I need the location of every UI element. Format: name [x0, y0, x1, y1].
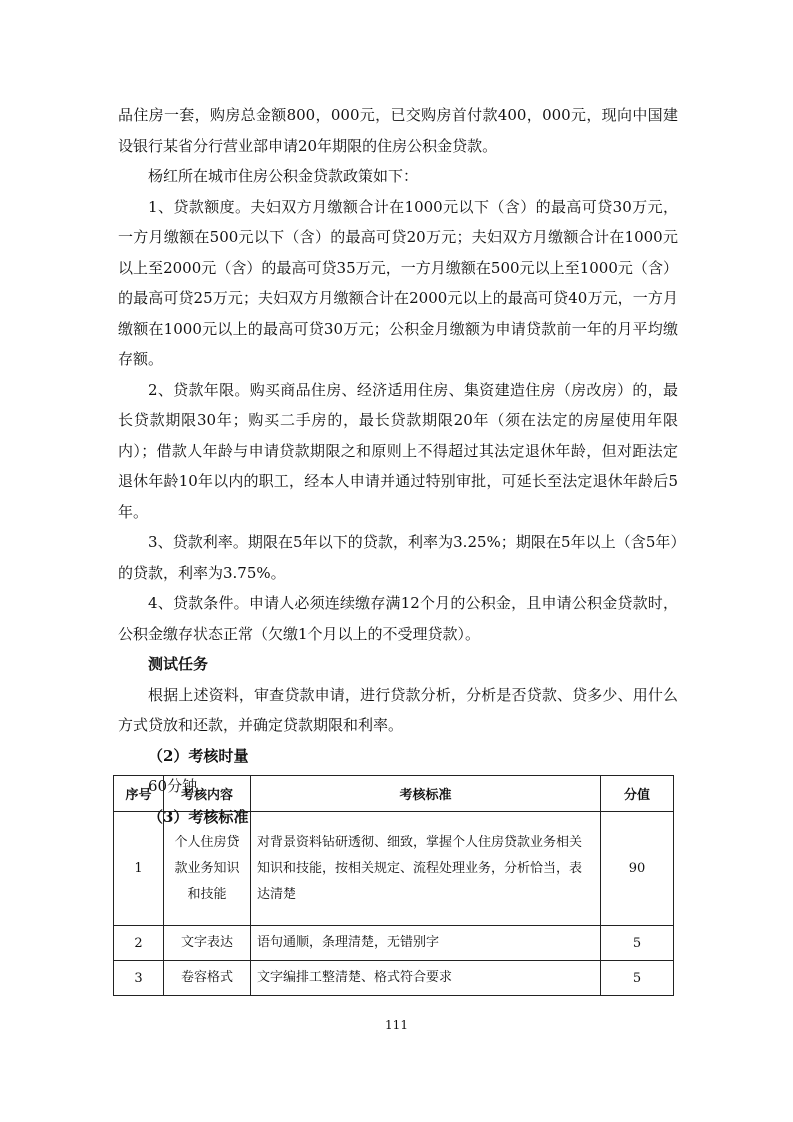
table-row	[114, 926, 674, 961]
cell-item: 卷容格式	[164, 961, 251, 996]
cell-score: 90	[601, 812, 674, 926]
task-text: 根据上述资料，审查贷款申请，进行贷款分析，分析是否贷款、贷多少、用什么方式贷放和还款，并确定贷款期限和利率。	[118, 685, 678, 734]
time-value: 60分钟	[148, 777, 198, 795]
body-text	[118, 100, 678, 832]
col-header-item: 考核内容	[164, 776, 251, 812]
cell-score: 5	[601, 961, 674, 996]
paragraph-policy-intro: 杨红所在城市住房公积金贷款政策如下：	[148, 167, 419, 185]
cell-no: 1	[114, 812, 164, 926]
table-row	[114, 961, 674, 996]
paragraph-loan-term: 2、贷款年限。购买商品住房、经济适用住房、集资建造住房（房改房）的，最长贷款期限30年；购买二手房的，最长贷款期限20年（须在法定的房屋使用年限内）；借款人年龄与申请贷款期限之和原则上不得超过其法定退休年龄，但对距法定退休年龄10年以内的职工，经本人申请并通过特别审批，可延长至法定退休年龄后5年。	[118, 380, 678, 521]
table-row	[114, 812, 674, 926]
cell-criteria: 文字编排工整清楚、格式符合要求	[251, 961, 601, 996]
standard-heading: （3）考核标准	[148, 807, 249, 826]
cell-item: 个人住房贷款业务知识和技能	[164, 812, 251, 926]
table-header-row	[114, 776, 674, 812]
paragraph-loan-amount: 1、贷款额度。夫妇双方月缴额合计在1000元以下（含）的最高可贷30万元，一方月缴额在500元以下（含）的最高可贷20万元；夫妇双方月缴额合计在1000元以上至2000元（含）的最高可贷35万元，一方月缴额在500元以上至1000元（含）的最高可贷25万元；夫妇双方月缴额合计在2000元以上的最高可贷40万元，一方月缴额在1000元以上的最高可贷30万元；公积金月缴额为申请贷款前一年的月平均缴存额。	[118, 197, 678, 368]
page-number: 111	[385, 1018, 408, 1032]
assessment-table	[113, 775, 674, 996]
cell-criteria: 对背景资料钻研透彻、细致，掌握个人住房贷款业务相关知识和技能，按相关规定、流程处理业务，分析恰当，表达清楚	[251, 812, 601, 926]
col-header-score: 分值	[601, 776, 674, 812]
task-heading: 测试任务	[148, 655, 209, 673]
cell-item: 文字表达	[164, 926, 251, 961]
paragraph-loan-conditions: 4、贷款条件。申请人必须连续缴存满12个月的公积金，且申请公积金贷款时，公积金缴存状态正常（欠缴1个月以上的不受理贷款）。	[118, 594, 678, 643]
time-heading: （2）考核时量	[148, 746, 249, 765]
paragraph-interest-rate: 3、贷款利率。期限在5年以下的贷款，利率为3.25%；期限在5年以上（含5年）的贷款，利率为3.75%。	[118, 533, 678, 582]
col-header-criteria: 考核标准	[251, 776, 601, 812]
paragraph-loan-application: 品住房一套，购房总金额800，000元，已交购房首付款400，000元，现向中国建设银行某省分行营业部申请20年期限的住房公积金贷款。	[118, 106, 678, 155]
cell-score: 5	[601, 926, 674, 961]
cell-no: 3	[114, 961, 164, 996]
cell-no: 2	[114, 926, 164, 961]
cell-criteria: 语句通顺，条理清楚，无错别字	[251, 926, 601, 961]
col-header-no: 序号	[114, 776, 164, 812]
